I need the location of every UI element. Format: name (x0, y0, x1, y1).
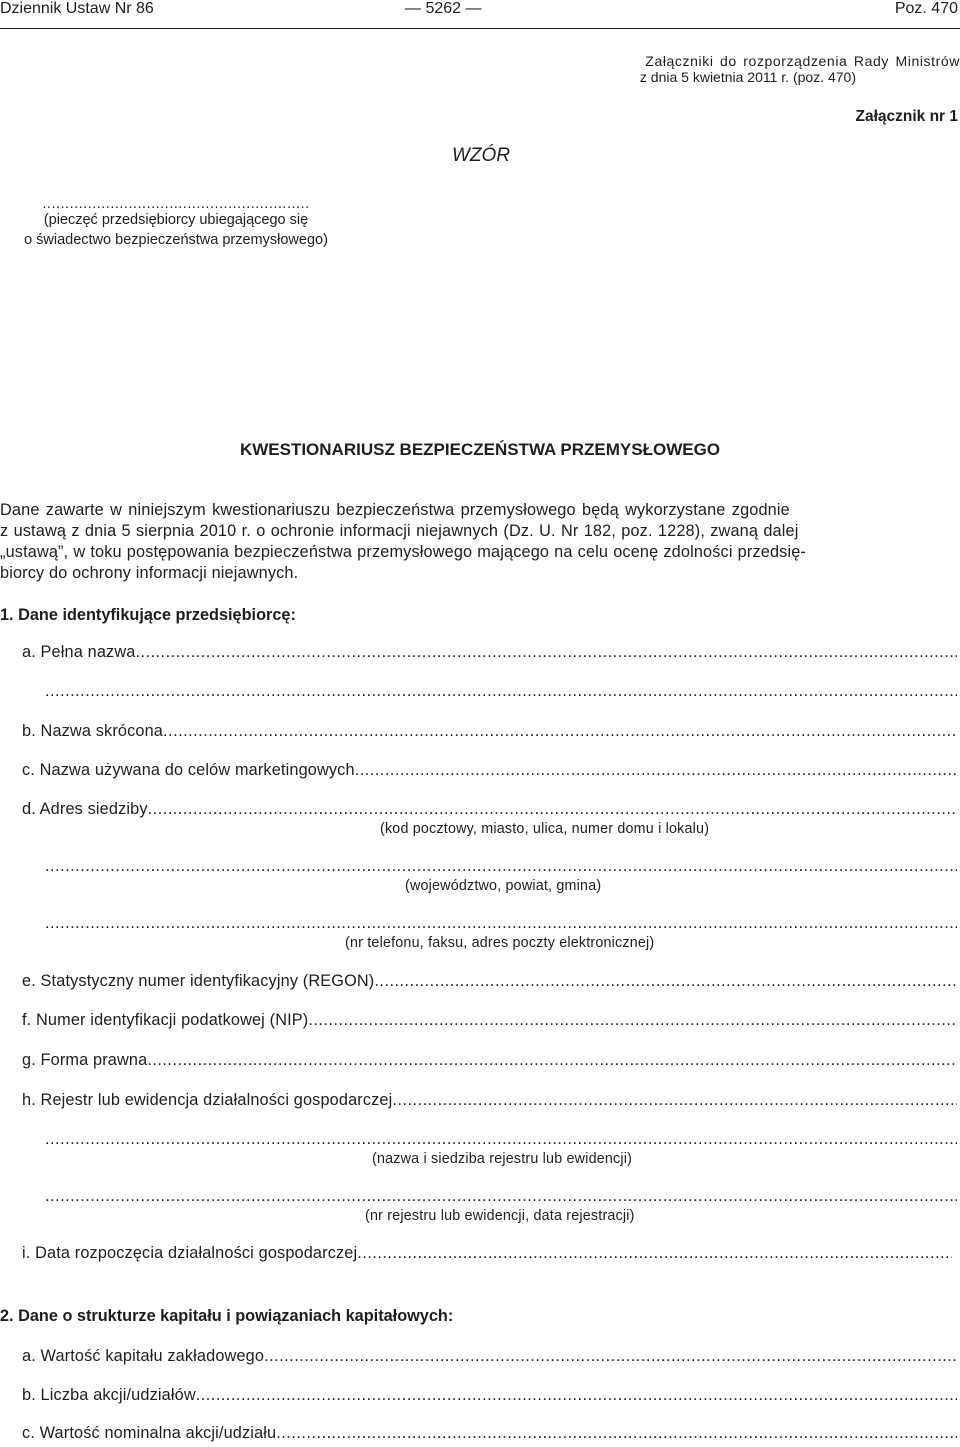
legal-form-label: g. Forma prawna (22, 1051, 148, 1069)
short-name-field[interactable] (22, 722, 957, 741)
intro-line-1: Dane zawarte w niniejszym kwestionariuszu bezpieczeństwa przemysłowego będą wykorzystane zgodnie (0, 501, 790, 519)
fill-line (357, 1244, 952, 1263)
fill-line (308, 1011, 957, 1030)
fill-line (392, 1091, 957, 1110)
stamp-block (0, 198, 352, 250)
fill-line (148, 800, 957, 819)
start-date-field[interactable] (22, 1244, 952, 1263)
address-contact-line[interactable] (45, 914, 957, 933)
fill-line (163, 722, 957, 741)
fill-line (374, 972, 957, 991)
address-label: d. Adres siedziby (22, 800, 148, 818)
section1-heading: 1. Dane identyfikujące przedsiębiorcę: (0, 606, 296, 624)
share-capital-label: a. Wartość kapitału zakładowego (22, 1347, 265, 1365)
share-capital-field[interactable] (22, 1347, 957, 1366)
nominal-value-label: c. Wartość nominalna akcji/udziału (22, 1424, 277, 1442)
annex-note (0, 53, 960, 85)
full-name-label: a. Pełna nazwa (22, 643, 136, 661)
fill-line (264, 1347, 957, 1366)
regon-label: e. Statystyczny numer identyfikacyjny (REGON) (22, 972, 375, 990)
fill-line (147, 1051, 957, 1070)
full-name-continuation-line[interactable] (45, 682, 957, 701)
journal-title: Dziennik Ustaw Nr 86 (0, 0, 154, 17)
address-hint-postal: (kod pocztowy, miasto, ulica, numer domu i lokalu) (380, 821, 710, 837)
shares-count-field[interactable] (22, 1386, 957, 1405)
start-date-label: i. Data rozpoczęcia działalności gospodarczej (22, 1244, 358, 1262)
fill-line (355, 761, 957, 780)
document-title: KWESTIONARIUSZ BEZPIECZEŃSTWA PRZEMYSŁOWEGO (239, 440, 721, 459)
registry-number-line[interactable] (45, 1187, 957, 1206)
short-name-label: b. Nazwa skrócona (22, 722, 164, 740)
nip-label: f. Numer identyfikacji podatkowej (NIP) (22, 1011, 309, 1029)
fill-line (135, 643, 957, 662)
registry-hint-name: (nazwa i siedziba rejestru lub ewidencji) (372, 1151, 633, 1167)
nip-field[interactable] (22, 1011, 957, 1030)
annex-note-line2: z dnia 5 kwietnia 2011 r. (poz. 470) (639, 69, 856, 85)
intro-line-2: z ustawą z dnia 5 sierpnia 2010 r. o ochronie informacji niejawnych (Dz. U. Nr 182, poz. 1228), zwaną dalej (0, 522, 799, 540)
shares-count-label: b. Liczba akcji/udziałów (22, 1386, 196, 1404)
full-name-field[interactable] (22, 643, 957, 662)
address-hint-region: (województwo, powiat, gmina) (405, 878, 602, 894)
annex-note-line1: Załączniki do rozporządzenia Rady Ministrów (645, 53, 960, 69)
section2-heading: 2. Dane o strukturze kapitału i powiązaniach kapitałowych: (0, 1307, 454, 1325)
intro-line-3: „ustawą”, w toku postępowania bezpieczeństwa przemysłowego mającego na celu ocenę zdolności przedsię- (0, 543, 806, 561)
position-number: Poz. 470 (894, 0, 958, 17)
fill-line (276, 1424, 957, 1443)
annex-label: Załącznik nr 1 (855, 108, 958, 125)
legal-form-field[interactable] (22, 1051, 957, 1070)
address-hint-contact: (nr telefonu, faksu, adres poczty elektronicznej) (345, 935, 655, 951)
nominal-value-field[interactable] (22, 1424, 957, 1443)
address-region-line[interactable] (45, 857, 957, 876)
intro-paragraph (0, 500, 958, 584)
header-rule (0, 28, 960, 29)
intro-line-4: biorcy do ochrony informacji niejawnych. (0, 564, 299, 582)
registry-field[interactable] (22, 1091, 957, 1110)
marketing-name-label: c. Nazwa używana do celów marketingowych (22, 761, 355, 779)
regon-field[interactable] (22, 972, 957, 991)
stamp-line1: (pieczęć przedsiębiorcy ubiegającego się (43, 212, 309, 228)
marketing-name-field[interactable] (22, 761, 957, 780)
page-number: — 5262 — (405, 0, 482, 17)
fill-line (196, 1386, 957, 1405)
address-field[interactable] (22, 800, 957, 819)
registry-name-line[interactable] (45, 1130, 957, 1149)
stamp-dots: ........................................................... (42, 198, 310, 210)
registry-hint-number: (nr rejestru lub ewidencji, data rejestracji) (365, 1208, 635, 1224)
template-label: WZÓR (452, 145, 511, 166)
stamp-line2: o świadectwo bezpieczeństwa przemysłowego) (24, 232, 328, 248)
registry-label: h. Rejestr lub ewidencja działalności gospodarczej (22, 1091, 393, 1109)
